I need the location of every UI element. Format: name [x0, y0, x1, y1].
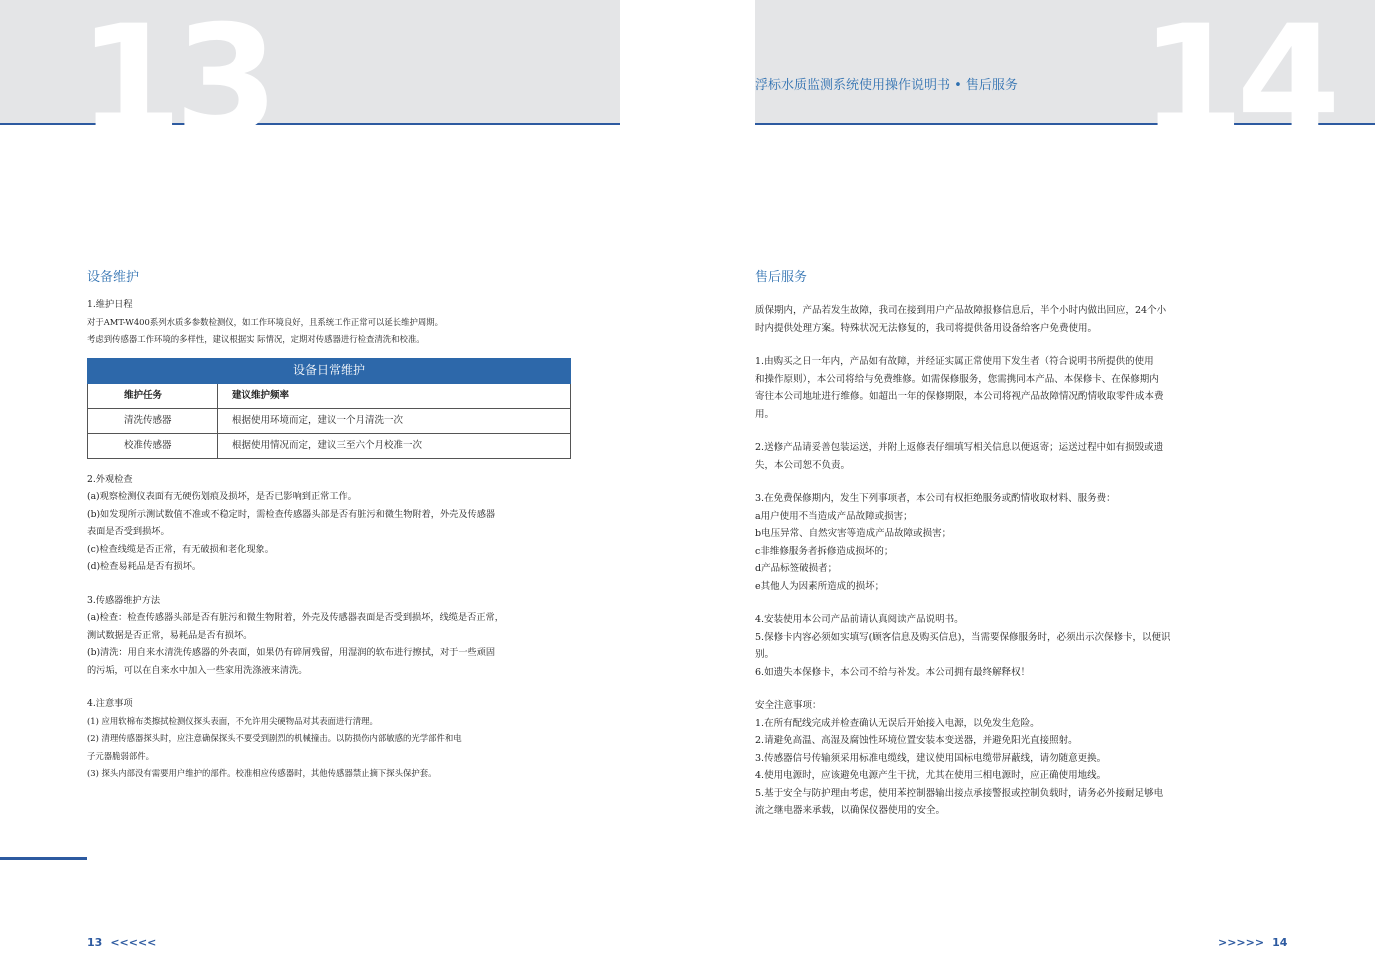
inspection-line: (b)如发现所示测试数值不准或不稳定时，需检查传感器头部是否有脏污和微生物附着，外壳及传感器 — [87, 508, 496, 520]
shipping-item-line: 失，本公司恕不负责。 — [755, 459, 851, 471]
warranty-item-line: 1.由购买之日一年内，产品如有故障，并经证实属正常使用下发生者（符合说明书所提供的使用 — [755, 356, 1154, 367]
inspection-line: 表面是否受到损坏。 — [87, 526, 170, 537]
table-cell: 根据使用情况而定，建议三至六个月校准一次 — [218, 433, 571, 458]
sensor-method-heading: 3.传感器维护方法 — [87, 594, 161, 606]
notes-line: (1) 应用软棉布类擦拭检测仪探头表面，不允许用尖硬物品对其表面进行清理。 — [87, 715, 378, 726]
warranty-item-line: 用。 — [755, 408, 775, 420]
table-cell: 校准传感器 — [88, 433, 218, 458]
intro-line: 时内提供处理方案。特殊状况无法修复的，我司将提供备用设备给客户免费使用。 — [755, 322, 1098, 334]
warranty-item-line: 和操作原则），本公司将给与免费维修。如需保修服务，您需携同本产品、本保修卡、在保修期内 — [755, 373, 1159, 385]
safety-line: 2.请避免高温、高湿及腐蚀性环境位置安装本变送器，并避免阳光直接照射。 — [755, 735, 1078, 746]
left-accent-bar — [0, 857, 87, 860]
table-row — [88, 408, 571, 433]
inspection-heading: 2.外观检查 — [87, 473, 133, 485]
maintenance-section-title: 设备维护 — [87, 270, 140, 285]
left-footer-arrows: <<<<< — [110, 936, 157, 949]
right-page-number: 14 — [1272, 936, 1288, 949]
maintenance-content — [87, 296, 577, 783]
exclusion-item-line: c非维修服务者拆修造成损坏的； — [755, 545, 894, 557]
sensor-method-line: 测试数据是否正常，易耗品是否有损坏。 — [87, 629, 253, 641]
notes-line: 子元器脆弱部件。 — [87, 750, 154, 761]
safety-line: 5.基于安全与防护理由考虑，使用苯控制器输出接点承接警报或控制负载时，请务必外接耐足够电 — [755, 787, 1164, 799]
schedule-line: 考虑到传感器工作环境的多样性，建议根据实 际情况，定期对传感器进行检查清洗和校准。 — [87, 334, 425, 344]
sensor-method-line: (b)清洗：用自来水清洗传感器的外表面，如果仍有碎屑残留，用湿润的软布进行擦拭，对于一些顽固 — [87, 647, 496, 658]
safety-line: 4.使用电源时，应该避免电源产生干扰，尤其在使用三相电源时，应正确使用地线。 — [755, 770, 1107, 781]
right-footer-arrows: >>>>> — [1218, 936, 1265, 949]
shipping-item-line: 2.送修产品请妥善包装运送，并附上返修表仔细填写相关信息以便返寄；运送过程中如有损毁或遗 — [755, 442, 1164, 453]
usage-item-line: 5.保修卡内容必须如实填写(顾客信息及购买信息)，当需要保修服务时，必须出示次保修卡，以便识 — [755, 631, 1171, 643]
warranty-item-line: 寄往本公司地址进行维修。如超出一年的保修期限，本公司将视产品故障情况酌情收取零件成本费 — [755, 391, 1164, 402]
left-page-number: 13 — [87, 936, 103, 949]
schedule-heading: 1.维护日程 — [87, 299, 133, 310]
schedule-line: 对于AMT-W400系列水质多参数检测仪，如工作环境良好，且系统工作正常可以延长维护周期。 — [87, 316, 443, 327]
exclusion-item-line: e其他人为因素所造成的损坏； — [755, 580, 885, 592]
document-header-title: 浮标水质监测系统使用操作说明书 • 售后服务 — [755, 78, 1018, 93]
notes-line: (3) 探头内部没有需要用户维护的部件。校准相应传感器时，其他传感器禁止摘下探头保护套。 — [87, 768, 437, 778]
usage-item-line: 4.安装使用本公司产品前请认真阅读产品说明书。 — [755, 614, 964, 625]
inspection-line: (c)检查线缆是否正常，有无破损和老化现象。 — [87, 543, 274, 555]
safety-line: 流之继电器来承载，以确保仪器使用的安全。 — [755, 805, 946, 816]
table-title: 设备日常维护 — [88, 358, 571, 383]
safety-line: 安全注意事项： — [755, 700, 822, 711]
exclusion-item-line: a用户使用不当造成产品故障或损害； — [755, 510, 913, 522]
table-header-cell: 维护任务 — [88, 383, 218, 408]
exclusion-item-line: 3.在免费保修期内，发生下列事项者，本公司有权拒绝服务或酌情收取材料、服务费： — [755, 493, 1116, 504]
notes-line: (2) 清理传感器探头时，应注意确保探头不要受到剧烈的机械撞击。以防损伤内部敏感的光学部件和电 — [87, 733, 462, 743]
daily-maintenance-table — [87, 358, 571, 459]
after-sales-content — [755, 302, 1240, 820]
safety-line: 1.在所有配线完成并检查确认无误后开始接入电源，以免发生危险。 — [755, 717, 1040, 729]
table-cell: 根据使用环境而定，建议一个月清洗一次 — [218, 408, 571, 433]
table-row — [88, 433, 571, 458]
sensor-method-line: 的污垢，可以在自来水中加入一些家用洗涤液来清洗。 — [87, 664, 308, 676]
table-cell: 清洗传感器 — [88, 408, 218, 433]
right-footer — [1210, 936, 1287, 949]
left-footer — [87, 936, 164, 949]
inspection-line: (d)检查易耗品是否有损坏。 — [87, 561, 202, 572]
intro-line: 质保期内，产品若发生故障，我司在接到用户产品故障报修信息后，半个小时内做出回应，24个小 — [755, 305, 1167, 316]
safety-line: 3.传感器信号传输须采用标准电缆线，建议使用国标电缆带屏蔽线，请勿随意更换。 — [755, 752, 1107, 764]
exclusion-item-line: b电压异常、自然灾害等造成产品故障或损害； — [755, 528, 952, 539]
left-page-big-number: 13 — [78, 0, 271, 168]
sensor-method-line: (a)检查：检查传感器头部是否有脏污和微生物附着，外壳及传感器表面是否受到损坏，线缆是否正常， — [87, 612, 504, 623]
usage-item-line: 6.如遗失本保修卡，本公司不给与补发。本公司拥有最终解释权！ — [755, 666, 1031, 678]
after-sales-section-title: 售后服务 — [755, 270, 808, 285]
table-header-row — [88, 383, 571, 408]
exclusion-item-line: d产品标签破损者； — [755, 563, 838, 574]
right-page-big-number: 14 — [1140, 0, 1333, 168]
usage-item-line: 别。 — [755, 649, 775, 660]
notes-heading: 4.注意事项 — [87, 698, 133, 709]
table-header-cell: 建议维护频率 — [218, 383, 571, 408]
inspection-line: (a)观察检测仪表面有无硬伤划痕及损坏，是否已影响到正常工作。 — [87, 491, 357, 502]
